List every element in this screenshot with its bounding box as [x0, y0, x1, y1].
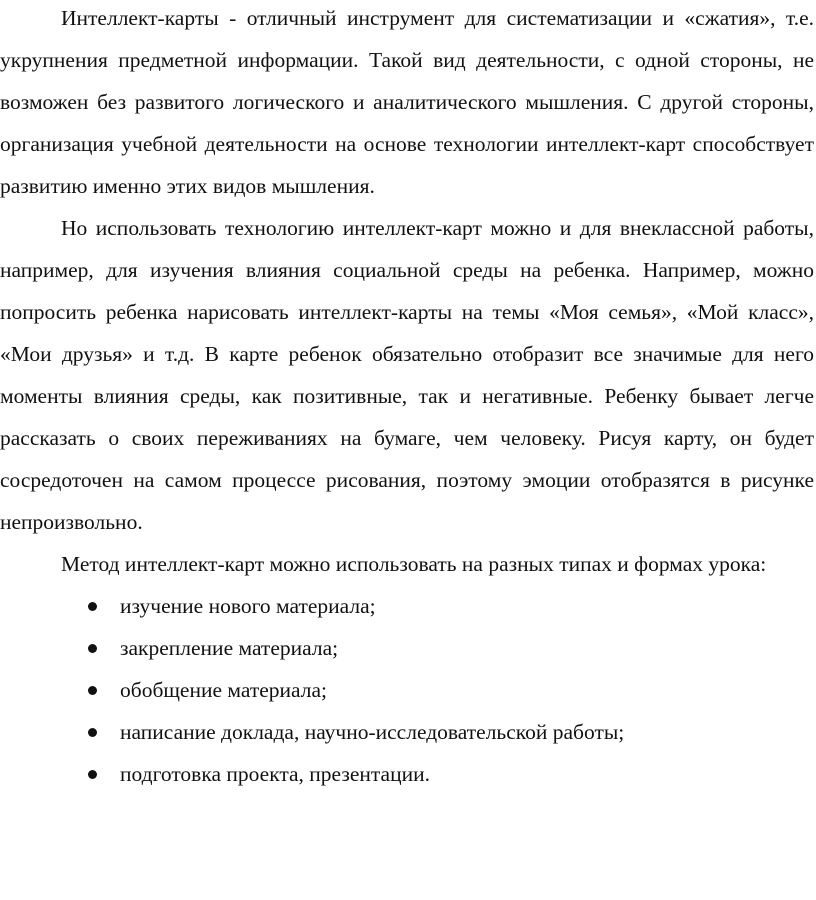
list-item-text: подготовка проекта, презентации.	[120, 762, 430, 786]
list-item	[0, 627, 814, 669]
list-item-text: обобщение материала;	[120, 678, 328, 702]
paragraph-extracurricular: Но использовать технологию интеллект-карт можно и для внеклассной работы, например, для изучения влияния социальной среды на ребенка. Например, можно попросить ребенка нарисовать интеллект-карты на темы «Моя семья», «Мой класс», «Мои друзья» и т.д. В карте ребенок обязательно отобразит все значимые для него моменты влияния среды, как позитивные, так и негативные. Ребенку бывает легче рассказать о своих переживаниях на бумаге, чем человеку. Рисуя карту, он будет сосредоточен на самом процессе рисования, поэтому эмоции отобразятся в рисунке непроизвольно.	[0, 216, 814, 534]
bullet-icon	[88, 686, 97, 695]
list-item	[0, 753, 814, 795]
bullet-icon	[88, 602, 97, 611]
list-item	[0, 585, 814, 627]
bullet-icon	[88, 728, 97, 737]
list-item-text: написание доклада, научно-исследовательской работы;	[120, 720, 625, 744]
list-item	[0, 711, 814, 753]
bullet-icon	[88, 770, 97, 779]
paragraph-lesson-types: Метод интеллект-карт можно использовать на разных типах и формах урока:	[61, 552, 767, 576]
paragraph-intro: Интеллект-карты - отличный инструмент для систематизации и «сжатия», т.е. укрупнения предметной информации. Такой вид деятельности, с одной стороны, не возможен без развитого логического и аналитического мышления. С другой стороны, организация учебной деятельности на основе технологии интеллект-карт способствует развитию именно этих видов мышления.	[0, 6, 814, 198]
bullet-icon	[88, 644, 97, 653]
bullet-list	[0, 585, 814, 795]
list-item	[0, 669, 814, 711]
list-item-text: изучение нового материала;	[120, 594, 376, 618]
list-item-text: закрепление материала;	[120, 636, 339, 660]
